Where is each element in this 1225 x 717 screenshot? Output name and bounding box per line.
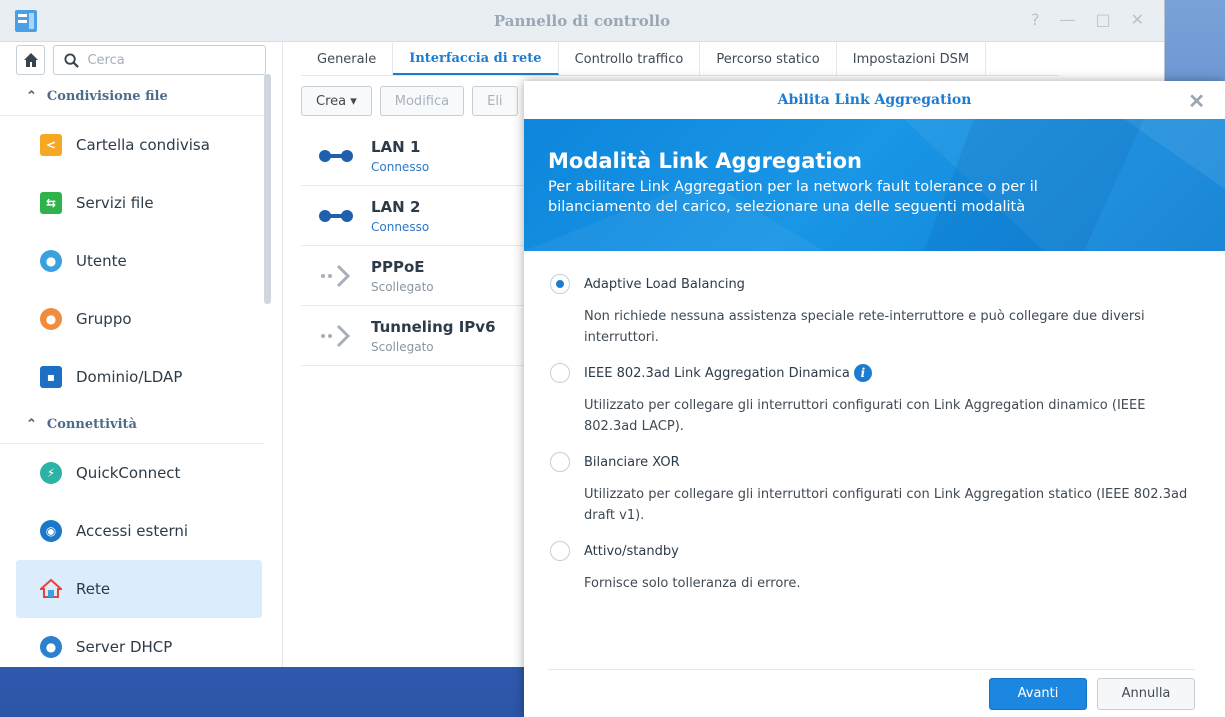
group-icon: ●: [40, 308, 62, 330]
radio-unselected[interactable]: [550, 541, 570, 561]
tab-traffic-control[interactable]: Controllo traffico: [559, 43, 701, 75]
disconnected-icon: [318, 263, 354, 289]
chevron-up-icon: ⌃: [26, 89, 37, 104]
section-connectivity[interactable]: ⌃ Connettività: [0, 406, 264, 444]
option-balance-xor[interactable]: Bilanciare XOR: [550, 449, 1201, 475]
sidebar-item-external-access[interactable]: ◉ Accessi esterni: [16, 502, 262, 560]
help-icon[interactable]: ?: [1030, 10, 1040, 29]
dhcp-icon: ●: [40, 636, 62, 658]
sidebar-item-dhcp-server[interactable]: ● Server DHCP: [16, 618, 262, 667]
sidebar-item-file-services[interactable]: ⇆ Servizi file: [16, 174, 262, 232]
search-input[interactable]: [53, 45, 266, 75]
chevron-up-icon: ⌃: [26, 417, 37, 432]
file-services-icon: ⇆: [40, 192, 62, 214]
lan-connected-icon: [318, 149, 354, 163]
list-item[interactable]: PPPoE Scollegato: [301, 246, 531, 306]
radio-unselected[interactable]: [550, 452, 570, 472]
sidebar: [0, 42, 283, 667]
list-item[interactable]: Tunneling IPv6 Scollegato: [301, 306, 531, 366]
home-icon: [23, 52, 39, 68]
option-description: Utilizzato per collegare gli interruttori configurati con Link Aggregation statico (IEEE 802.3ad draft v1).: [584, 487, 1188, 523]
dialog-titlebar[interactable]: [524, 81, 1225, 119]
option-adaptive-load-balancing[interactable]: Adaptive Load Balancing: [550, 271, 1201, 297]
user-icon: ●: [40, 250, 62, 272]
mode-options: [524, 251, 1225, 594]
delete-button[interactable]: Eli: [472, 86, 517, 116]
sidebar-scrollbar[interactable]: [264, 74, 271, 304]
tab-general[interactable]: Generale: [301, 43, 393, 75]
create-button[interactable]: Crea ▾: [301, 86, 372, 116]
section-file-sharing[interactable]: ⌃ Condivisione file: [0, 78, 264, 116]
tab-static-route[interactable]: Percorso statico: [700, 43, 836, 75]
interface-list: [301, 126, 531, 366]
option-description: Utilizzato per collegare gli interruttori configurati con Link Aggregation dinamico (IEEE 802.3ad LACP).: [584, 398, 1146, 434]
link-aggregation-dialog: [524, 81, 1225, 717]
minimize-icon[interactable]: —: [1059, 10, 1076, 29]
window-titlebar[interactable]: [0, 0, 1164, 42]
dialog-banner: [524, 119, 1225, 251]
network-home-icon: [40, 578, 62, 600]
search-placeholder: Cerca: [87, 52, 125, 68]
sidebar-item-group[interactable]: ● Gruppo: [16, 290, 262, 348]
sidebar-item-domain-ldap[interactable]: ▪ Dominio/LDAP: [16, 348, 262, 406]
list-item[interactable]: LAN 2 Connesso: [301, 186, 531, 246]
option-description: Fornisce solo tolleranza di errore.: [584, 576, 801, 591]
home-button[interactable]: [16, 45, 45, 75]
close-icon[interactable]: ✕: [1130, 10, 1144, 29]
domain-icon: ▪: [40, 366, 62, 388]
radio-unselected[interactable]: [550, 363, 570, 383]
search-icon: [64, 53, 79, 68]
dialog-heading: Modalità Link Aggregation: [548, 149, 862, 173]
tab-network-interface[interactable]: Interfaccia di rete: [393, 43, 558, 75]
shared-folder-icon: <: [40, 134, 62, 156]
info-icon[interactable]: i: [854, 364, 872, 382]
sidebar-item-user[interactable]: ● Utente: [16, 232, 262, 290]
edit-button[interactable]: Modifica: [380, 86, 464, 116]
window-title: Pannello di controllo: [493, 11, 671, 30]
tab-bar: [301, 42, 1059, 76]
control-panel-app-icon: [15, 10, 37, 32]
sidebar-item-quickconnect[interactable]: ⚡ QuickConnect: [16, 444, 262, 502]
disconnected-icon: [318, 323, 354, 349]
globe-icon: ◉: [40, 520, 62, 542]
quickconnect-icon: ⚡: [40, 462, 62, 484]
radio-selected[interactable]: [550, 274, 570, 294]
option-ieee-8023ad[interactable]: IEEE 802.3ad Link Aggregation Dinamica i: [550, 360, 1201, 386]
option-active-standby[interactable]: Attivo/standby: [550, 538, 1201, 564]
option-description: Non richiede nessuna assistenza speciale rete-interruttore e può collegare due diversi interruttori.: [584, 309, 1145, 345]
sidebar-item-network[interactable]: Rete: [16, 560, 262, 618]
list-item[interactable]: LAN 1 Connesso: [301, 126, 531, 186]
dialog-subheading: Per abilitare Link Aggregation per la network fault tolerance o per il bilanciamento del carico, selezionare una delle seguenti modalità: [548, 179, 1038, 215]
close-icon[interactable]: ✕: [1188, 89, 1205, 113]
dialog-title: Abilita Link Aggregation: [777, 92, 972, 108]
dialog-footer: [548, 669, 1195, 717]
lan-connected-icon: [318, 209, 354, 223]
next-button[interactable]: Avanti: [989, 678, 1087, 710]
sidebar-item-shared-folder[interactable]: < Cartella condivisa: [16, 116, 262, 174]
cancel-button[interactable]: Annulla: [1097, 678, 1195, 710]
tab-dsm-settings[interactable]: Impostazioni DSM: [837, 43, 986, 75]
maximize-icon[interactable]: □: [1095, 10, 1111, 29]
